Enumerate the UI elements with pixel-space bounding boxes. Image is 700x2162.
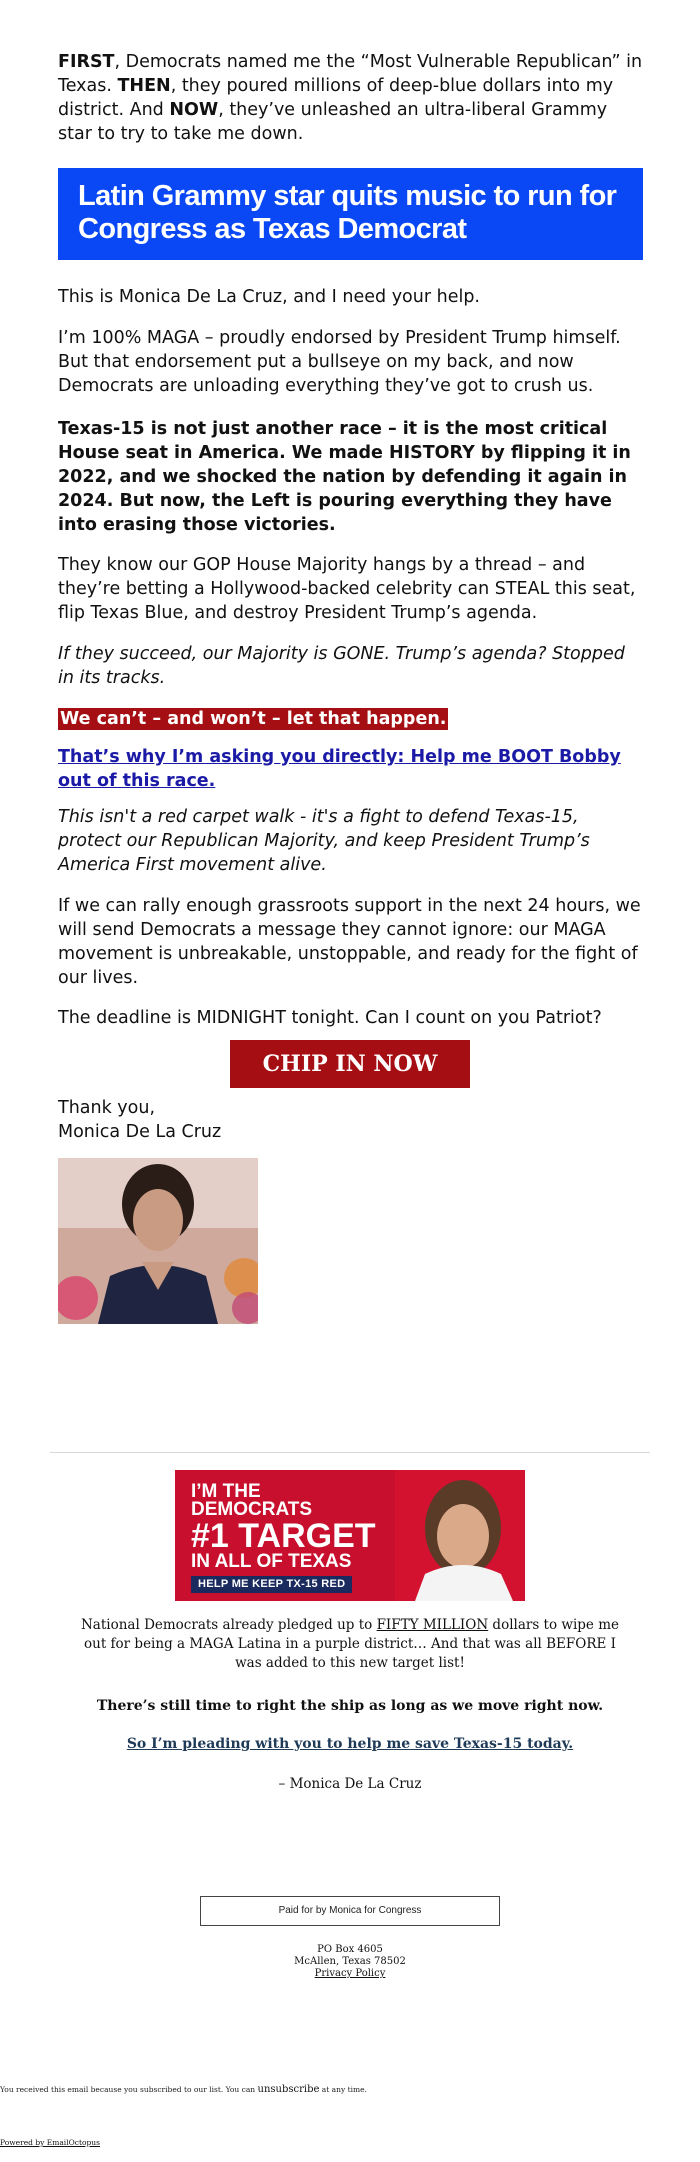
footer-paragraph bbox=[70, 1616, 630, 1673]
headline-text: Latin Grammy star quits music to run for Congress as Texas Democrat bbox=[78, 180, 617, 245]
powered-by bbox=[0, 2138, 100, 2148]
boot-bobby-link[interactable]: That’s why I’m asking you directly: Help me BOOT Bobby out of this race. bbox=[58, 747, 621, 791]
body-paragraph-4 bbox=[58, 553, 644, 625]
po-box: PO Box 4605 bbox=[317, 1944, 383, 1955]
body-p8-text: If we can rally enough grassroots support in the next 24 hours, we will send Democrats a message they cannot ignore: our MAGA movement is unbreakable, unstoppable, and ready for the fight of our lives. bbox=[58, 896, 641, 988]
banner-portrait bbox=[395, 1470, 525, 1601]
intro-word-now: NOW bbox=[169, 100, 219, 120]
body-paragraph-9 bbox=[58, 1006, 644, 1030]
footer-bold-line: There’s still time to right the ship as long as we move right now. bbox=[96, 1698, 604, 1714]
banner-line-2: DEMOCRATS bbox=[191, 1499, 313, 1520]
unsub-text-1: You received this email because you subscribed to our list. You can bbox=[0, 2085, 258, 2094]
body-paragraph-5 bbox=[58, 642, 644, 690]
intro-word-first: FIRST bbox=[58, 52, 115, 72]
body-paragraph-6 bbox=[58, 707, 644, 731]
body-p9-text: The deadline is MIDNIGHT tonight. Can I count on you Patriot? bbox=[58, 1008, 602, 1028]
city-line: McAllen, Texas 78502 bbox=[294, 1956, 406, 1967]
intro-paragraph bbox=[58, 50, 644, 146]
headline-banner[interactable] bbox=[58, 168, 643, 260]
banner-line-4: IN ALL OF TEXAS bbox=[191, 1551, 352, 1572]
unsubscribe-notice bbox=[0, 2084, 367, 2096]
save-texas-link-wrap bbox=[70, 1734, 630, 1754]
body-paragraph-3 bbox=[58, 417, 644, 537]
candidate-photo bbox=[58, 1158, 258, 1324]
banner-strip: HELP ME KEEP TX-15 RED bbox=[191, 1576, 352, 1593]
chip-in-now-button[interactable]: CHIP IN NOW bbox=[230, 1040, 470, 1088]
body-p7-text: This isn't a red carpet walk - it's a fight to defend Texas-15, protect our Republican Majority, and keep President Trump’s America First movement alive. bbox=[58, 807, 590, 875]
highlighted-statement: We can’t – and won’t – let that happen. bbox=[60, 709, 447, 729]
footer-text-2: dollars to wipe me out for being a MAGA Latina in a purple district… And that was all BEFORE I was added to this new target list! bbox=[84, 1617, 619, 1671]
candidate-photo-art bbox=[58, 1158, 258, 1324]
signoff-name: Monica De La Cruz bbox=[58, 1122, 222, 1142]
emailoctopus-link[interactable]: Powered by EmailOctopus bbox=[0, 2138, 100, 2147]
save-texas-link[interactable]: So I’m pleading with you to help me save Texas-15 today. bbox=[126, 1736, 574, 1752]
body-paragraph-7 bbox=[58, 805, 644, 877]
intro-text-1: , Democrats named me the “Most Vulnerable Republican” in Texas. bbox=[58, 52, 643, 96]
body-p1-text: This is Monica De La Cruz, and I need your help. bbox=[58, 287, 480, 307]
body-p2-text: I’m 100% MAGA – proudly endorsed by President Trump himself. But that endorsement put a bullseye on my back, and now Democrats are unloading everything they’ve got to crush us. bbox=[58, 328, 621, 396]
intro-word-then: THEN bbox=[117, 76, 171, 96]
footer-text-1: National Democrats already pledged up to bbox=[80, 1617, 377, 1633]
intro-text-3: , they’ve unleashed an ultra-liberal Grammy star to try to take me down. bbox=[58, 100, 608, 144]
body-paragraph-8 bbox=[58, 894, 644, 990]
body-paragraph-2 bbox=[58, 326, 644, 398]
body-paragraph-1 bbox=[58, 285, 644, 309]
address-block bbox=[70, 1944, 630, 1980]
boot-bobby-link-wrap bbox=[58, 745, 644, 793]
unsub-text-2: at any time. bbox=[319, 2085, 367, 2094]
unsubscribe-link[interactable]: unsubscribe bbox=[257, 2084, 320, 2095]
privacy-policy-link[interactable]: Privacy Policy bbox=[314, 1968, 386, 1979]
body-p5-text: If they succeed, our Majority is GONE. Trump’s agenda? Stopped in its tracks. bbox=[58, 644, 625, 688]
footer-signature: – Monica De La Cruz bbox=[278, 1776, 422, 1792]
fifty-million-text: FIFTY MILLION bbox=[376, 1617, 489, 1633]
body-p4-text: They know our GOP House Majority hangs by a thread – and they’re betting a Hollywood-backed celebrity can STEAL this seat, flip Texas Blue, and destroy President Trump’s agenda. bbox=[58, 555, 636, 623]
section-divider bbox=[50, 1452, 650, 1453]
banner-line-3: #1 TARGET bbox=[191, 1517, 376, 1555]
signoff bbox=[58, 1096, 644, 1144]
body-p3-text: Texas-15 is not just another race – it is the most critical House seat in America. We made HISTORY by flipping it in 2022, and we shocked the nation by defending it again in 2024. But now, the Left is pouring everything they have into erasing those victories. bbox=[58, 419, 631, 535]
intro-text-2: , they poured millions of deep-blue dollars into my district. And bbox=[58, 76, 614, 120]
paid-for-box: Paid for by Monica for Congress bbox=[200, 1896, 500, 1926]
signoff-thanks: Thank you, bbox=[58, 1098, 156, 1118]
banner-line-1: I’M THE bbox=[191, 1481, 261, 1502]
target-banner-image[interactable] bbox=[175, 1470, 525, 1601]
